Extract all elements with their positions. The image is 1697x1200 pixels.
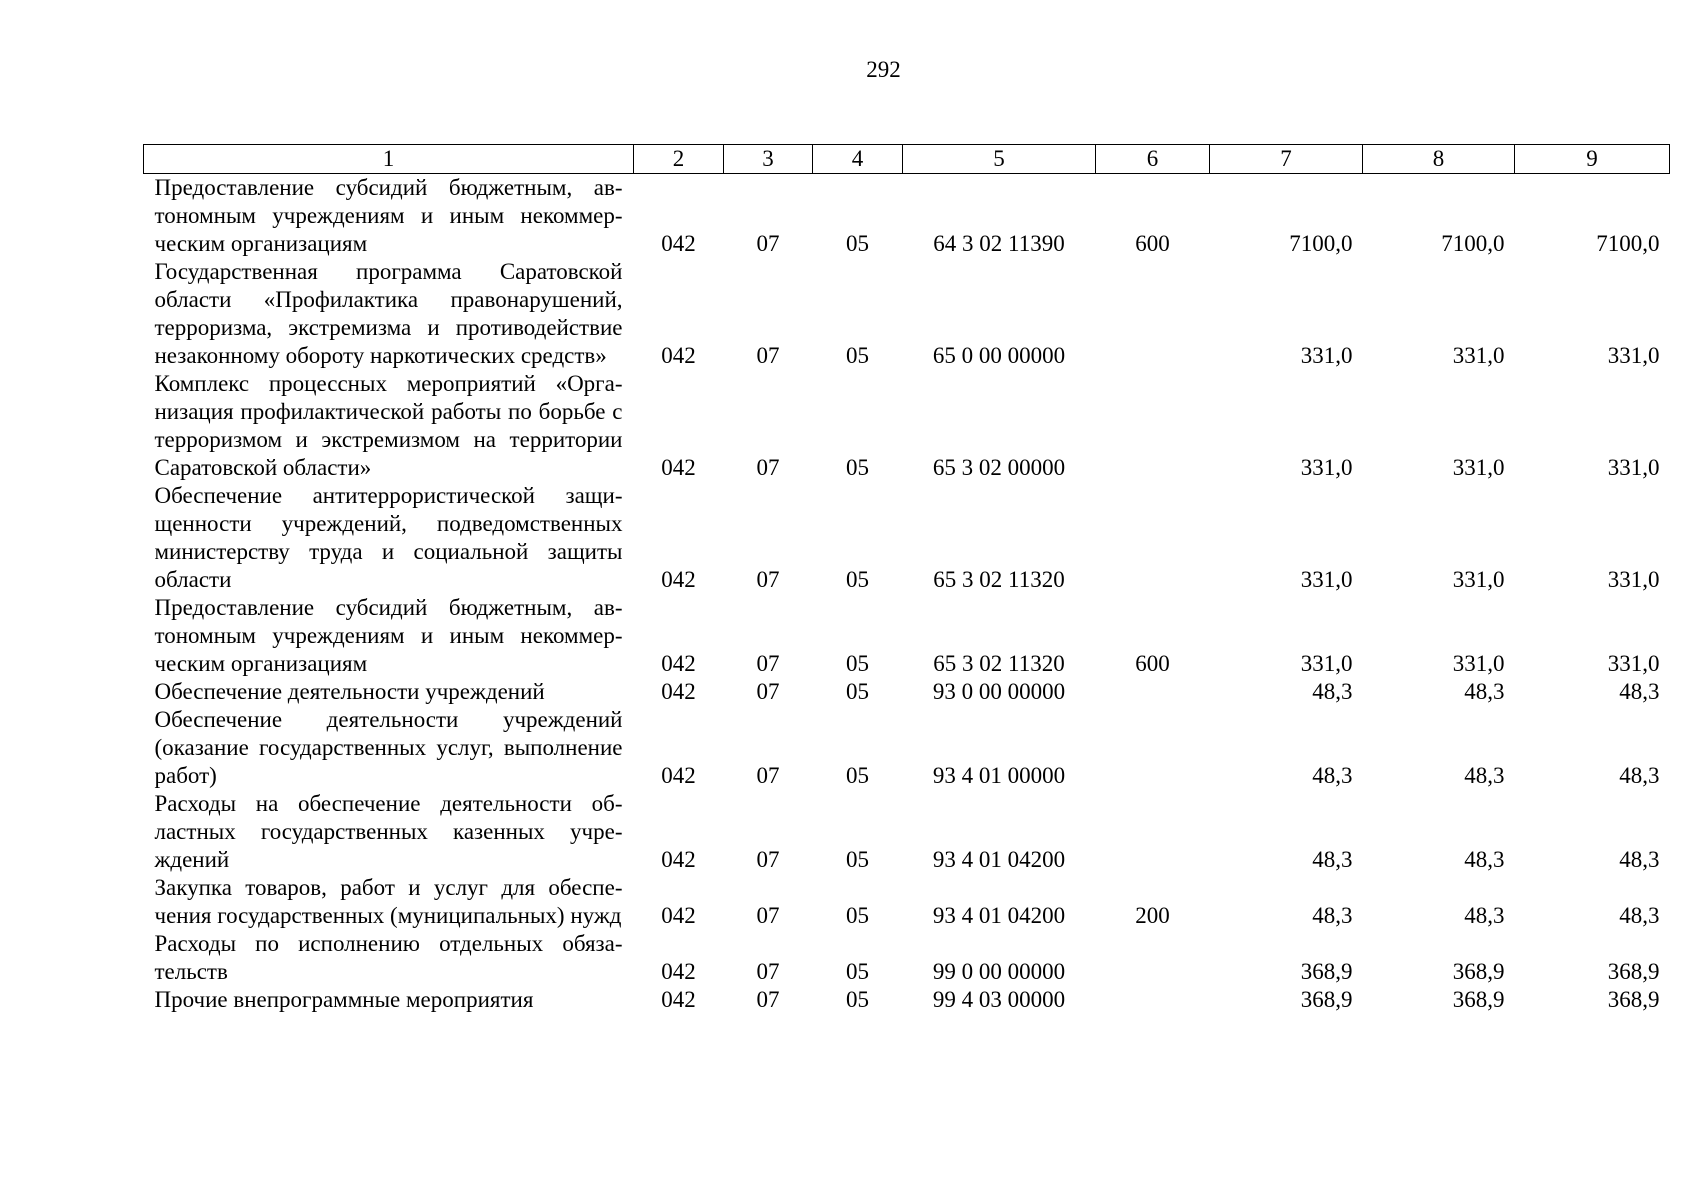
row-col-8: 368,9 (1452, 959, 1505, 984)
row-col-3: 07 (756, 455, 780, 480)
header-row (144, 145, 1670, 174)
table-body (144, 174, 1670, 1015)
row-col-7: 7100,0 (1289, 231, 1353, 256)
row-col-5: 65 3 02 11320 (933, 567, 1065, 592)
row-col-7: 331,0 (1300, 455, 1353, 480)
row-col-3: 07 (756, 231, 780, 256)
row-description: Обеспечение деятельности учреждений (154, 679, 545, 704)
row-col-3: 07 (756, 567, 780, 592)
budget-table (143, 144, 1670, 1014)
row-col-8: 7100,0 (1441, 231, 1505, 256)
row-col-2: 042 (661, 455, 696, 480)
row-col-9: 368,9 (1607, 987, 1660, 1012)
row-col-5: 93 4 01 04200 (932, 847, 1066, 872)
row-col-5: 65 0 00 00000 (932, 343, 1066, 368)
row-col-9: 7100,0 (1596, 231, 1660, 256)
row-col-7: 48,3 (1312, 679, 1353, 704)
row-col-7: 48,3 (1312, 903, 1353, 928)
row-col-8: 48,3 (1464, 903, 1505, 928)
row-description: Государственная программа Саратовской области «Профилактика правонарушений, терроризма, экстремизма и противодействие незаконному обороту наркотических средств» (154, 259, 623, 368)
row-col-2: 042 (661, 959, 696, 984)
table-row (144, 482, 1670, 594)
table-row (144, 874, 1670, 930)
row-description: Обеспечение антитеррористической защищенности учреждений, подведомственных министерству труда и социальной защиты области (154, 483, 623, 592)
row-col-5: 64 3 02 11390 (933, 231, 1065, 256)
row-col-4: 05 (846, 763, 869, 788)
row-col-7: 331,0 (1300, 343, 1353, 368)
table-row (144, 678, 1670, 706)
row-col-6 (1096, 482, 1210, 594)
table-row (144, 986, 1670, 1014)
row-col-8: 331,0 (1452, 651, 1505, 676)
row-col-5: 65 3 02 00000 (932, 455, 1066, 480)
row-col-6 (1096, 986, 1210, 1014)
page-number: 292 (866, 57, 901, 82)
row-description: Предоставление субсидий бюджетным, автономным учреждениям и иным некоммерческим организациям (154, 175, 623, 256)
row-description: Комплекс процессных мероприятий «Организация профилактической работы по борьбе с терроризмом и экстремизмом на территории Саратовской области» (154, 371, 623, 480)
header-col-9: 9 (1515, 145, 1670, 174)
row-col-2: 042 (661, 231, 696, 256)
table-row (144, 370, 1670, 482)
row-col-2: 042 (661, 651, 696, 676)
row-col-3: 07 (756, 959, 780, 984)
row-description: Обеспечение деятельности учреждений (оказание государственных услуг, выполнение работ) (154, 707, 623, 788)
header-col-3: 3 (724, 145, 813, 174)
table-row (144, 174, 1670, 259)
row-col-4: 05 (846, 343, 869, 368)
table-row (144, 258, 1670, 370)
row-col-4: 05 (846, 231, 869, 256)
row-col-7: 368,9 (1300, 987, 1353, 1012)
row-col-5: 99 4 03 00000 (932, 987, 1066, 1012)
row-col-4: 05 (846, 959, 869, 984)
row-col-8: 48,3 (1464, 847, 1505, 872)
row-col-2: 042 (661, 679, 696, 704)
row-col-3: 07 (756, 679, 780, 704)
row-col-8: 331,0 (1452, 455, 1505, 480)
row-col-2: 042 (661, 763, 696, 788)
row-col-4: 05 (846, 987, 869, 1012)
row-col-3: 07 (756, 987, 780, 1012)
row-col-8: 331,0 (1452, 567, 1505, 592)
row-col-4: 05 (846, 567, 869, 592)
row-col-7: 331,0 (1300, 567, 1353, 592)
row-col-3: 07 (756, 651, 780, 676)
table-row (144, 930, 1670, 986)
row-col-9: 331,0 (1607, 455, 1660, 480)
row-col-8: 48,3 (1464, 763, 1505, 788)
row-col-3: 07 (756, 903, 780, 928)
header-col-1: 1 (144, 145, 634, 174)
header-col-4: 4 (813, 145, 903, 174)
row-col-3: 07 (756, 343, 780, 368)
table-row (144, 594, 1670, 678)
header-col-6: 6 (1096, 145, 1210, 174)
row-col-5: 65 3 02 11320 (933, 651, 1065, 676)
header-col-8: 8 (1363, 145, 1515, 174)
row-col-5: 93 0 00 00000 (932, 679, 1066, 704)
header-col-2: 2 (634, 145, 724, 174)
row-col-4: 05 (846, 651, 869, 676)
row-col-6 (1096, 930, 1210, 986)
row-col-8: 48,3 (1464, 679, 1505, 704)
row-col-2: 042 (661, 903, 696, 928)
row-col-7: 331,0 (1300, 651, 1353, 676)
table-row (144, 706, 1670, 790)
table-row (144, 790, 1670, 874)
row-col-9: 331,0 (1607, 343, 1660, 368)
row-col-4: 05 (846, 847, 869, 872)
row-col-5: 99 0 00 00000 (932, 959, 1066, 984)
row-col-7: 368,9 (1300, 959, 1353, 984)
row-col-8: 368,9 (1452, 987, 1505, 1012)
row-col-4: 05 (846, 455, 869, 480)
table-header (144, 145, 1670, 174)
row-col-2: 042 (661, 987, 696, 1012)
header-col-7: 7 (1210, 145, 1363, 174)
row-col-4: 05 (846, 903, 869, 928)
row-col-6 (1096, 678, 1210, 706)
row-col-7: 48,3 (1312, 847, 1353, 872)
row-col-6: 600 (1135, 651, 1170, 676)
row-col-9: 331,0 (1607, 567, 1660, 592)
row-col-3: 07 (756, 847, 780, 872)
row-description: Расходы по исполнению отдельных обязательств (154, 931, 623, 984)
row-description: Прочие внепрограммные мероприятия (154, 987, 534, 1012)
row-col-3: 07 (756, 763, 780, 788)
header-col-5: 5 (903, 145, 1096, 174)
row-description: Закупка товаров, работ и услуг для обеспечения государственных (муниципальных) нужд (154, 875, 623, 928)
row-description: Предоставление субсидий бюджетным, автономным учреждениям и иным некоммерческим организациям (154, 595, 623, 676)
row-col-6 (1096, 706, 1210, 790)
row-col-6 (1096, 258, 1210, 370)
row-col-9: 48,3 (1619, 847, 1660, 872)
row-col-2: 042 (661, 567, 696, 592)
row-col-9: 331,0 (1607, 651, 1660, 676)
row-col-2: 042 (661, 847, 696, 872)
row-col-4: 05 (846, 679, 869, 704)
row-col-9: 368,9 (1607, 959, 1660, 984)
row-col-5: 93 4 01 00000 (932, 763, 1066, 788)
row-col-5: 93 4 01 04200 (932, 903, 1066, 928)
row-col-2: 042 (661, 343, 696, 368)
row-col-6: 600 (1135, 231, 1170, 256)
row-col-8: 331,0 (1452, 343, 1505, 368)
row-col-9: 48,3 (1619, 679, 1660, 704)
row-col-6: 200 (1135, 903, 1170, 928)
row-col-9: 48,3 (1619, 763, 1660, 788)
row-col-6 (1096, 790, 1210, 874)
row-col-7: 48,3 (1312, 763, 1353, 788)
row-col-6 (1096, 370, 1210, 482)
row-col-9: 48,3 (1619, 903, 1660, 928)
row-description: Расходы на обеспечение деятельности областных государственных казенных учреждений (154, 791, 623, 872)
